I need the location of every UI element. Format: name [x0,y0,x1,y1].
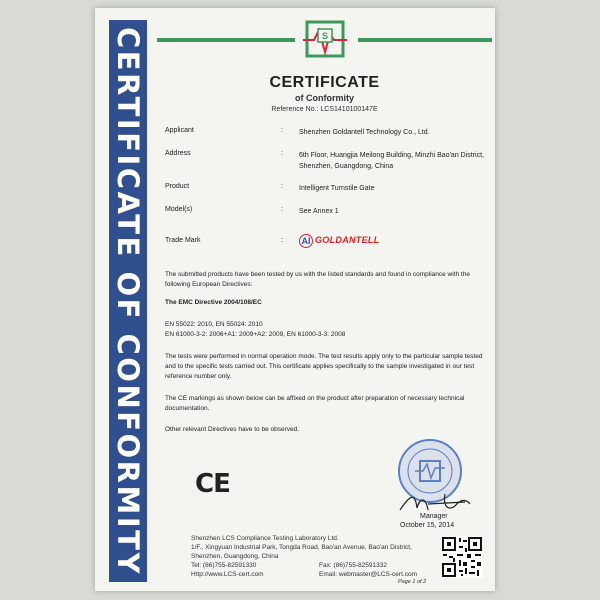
standards-line-1: EN 55022: 2010, EN 55024: 2010 [165,321,263,328]
field-label: Address [165,150,191,157]
footer-email: Email: webmaster@LCS-cert.com [319,571,417,578]
brand-text: GOLDANTELL [315,235,380,245]
footer-address-1: 1/F., Xingyuan Industrial Park, Tongda Road, Bao'an Avenue, Bao'an District, [191,544,412,551]
footer-fax: Fax: (86)755-82591332 [319,562,387,569]
field-value: See Annex 1 [299,208,339,215]
field-colon: : [281,237,283,244]
field-label: Applicant [165,127,194,134]
directive: The EMC Directive 2004/108/EC [165,299,262,306]
test-paragraph: The tests were performed in normal operation mode. The test results apply only to the particular sample tested and to the specific tests carried out. This certificate applies specifically to the sample investigated in our test reference number only. [165,353,483,380]
footer-tel: Tel: (86)755-82591330 [191,562,257,569]
field-colon: : [281,127,283,134]
qr-code-icon [441,536,483,578]
field-value: Shenzhen Goldantell Technology Co., Ltd. [299,129,430,136]
issue-date: October 15, 2014 [400,522,455,529]
field-colon: : [281,183,283,190]
footer-web: Http://www.LCS-cert.com [191,571,264,578]
ce-paragraph: The CE markings as shown below can be affixed on the product after preparation of necessary technical documentation. [165,395,465,412]
reference-number: Reference No.: LCS1410100147E [271,106,378,113]
footer-lab: Shenzhen LCS Compliance Testing Laboratory Ltd. [191,535,339,542]
lcs-logo-icon [300,20,350,58]
field-value: 6th Floor, Huangjia Meilong Building, Minzhi Bao'an District, Shenzhen, Guangdong, China [299,152,484,170]
page-number: Page 1 of 2 [398,579,427,585]
header-bar-right [358,38,492,42]
field-label: Trade Mark [165,237,201,244]
field-value: Intelligent Turnstile Gate [299,185,375,192]
field-colon: : [281,150,283,157]
certificate-page [95,8,495,591]
side-title: CERTIFICATE OF CONFORMITY [111,26,145,576]
header-bar-left [157,38,295,42]
ce-mark-icon: CE [195,469,230,499]
signatory-title: Manager [420,513,448,520]
field-label: Model(s) [165,206,193,213]
side-band [109,20,147,582]
field-colon: : [281,206,283,213]
footer-address-2: Shenzhen, Guangdong, China [191,553,279,560]
standards-line-2: EN 61000-3-2: 2006+A1: 2009+A2: 2009, EN 61000-3-3: 2008 [165,331,346,338]
brand-logo-icon: AI [299,234,313,248]
certificate-subtitle: of Conformity [295,93,354,103]
directives-note: Other relevant Directives have to be observed. [165,426,300,433]
certificate-title: CERTIFICATE [269,74,380,91]
compliance-paragraph: The submitted products have been tested by us with the listed standards and found in compliance with the following European Directives: [165,271,470,288]
field-label: Product [165,183,190,190]
svg-text:S: S [321,31,329,41]
